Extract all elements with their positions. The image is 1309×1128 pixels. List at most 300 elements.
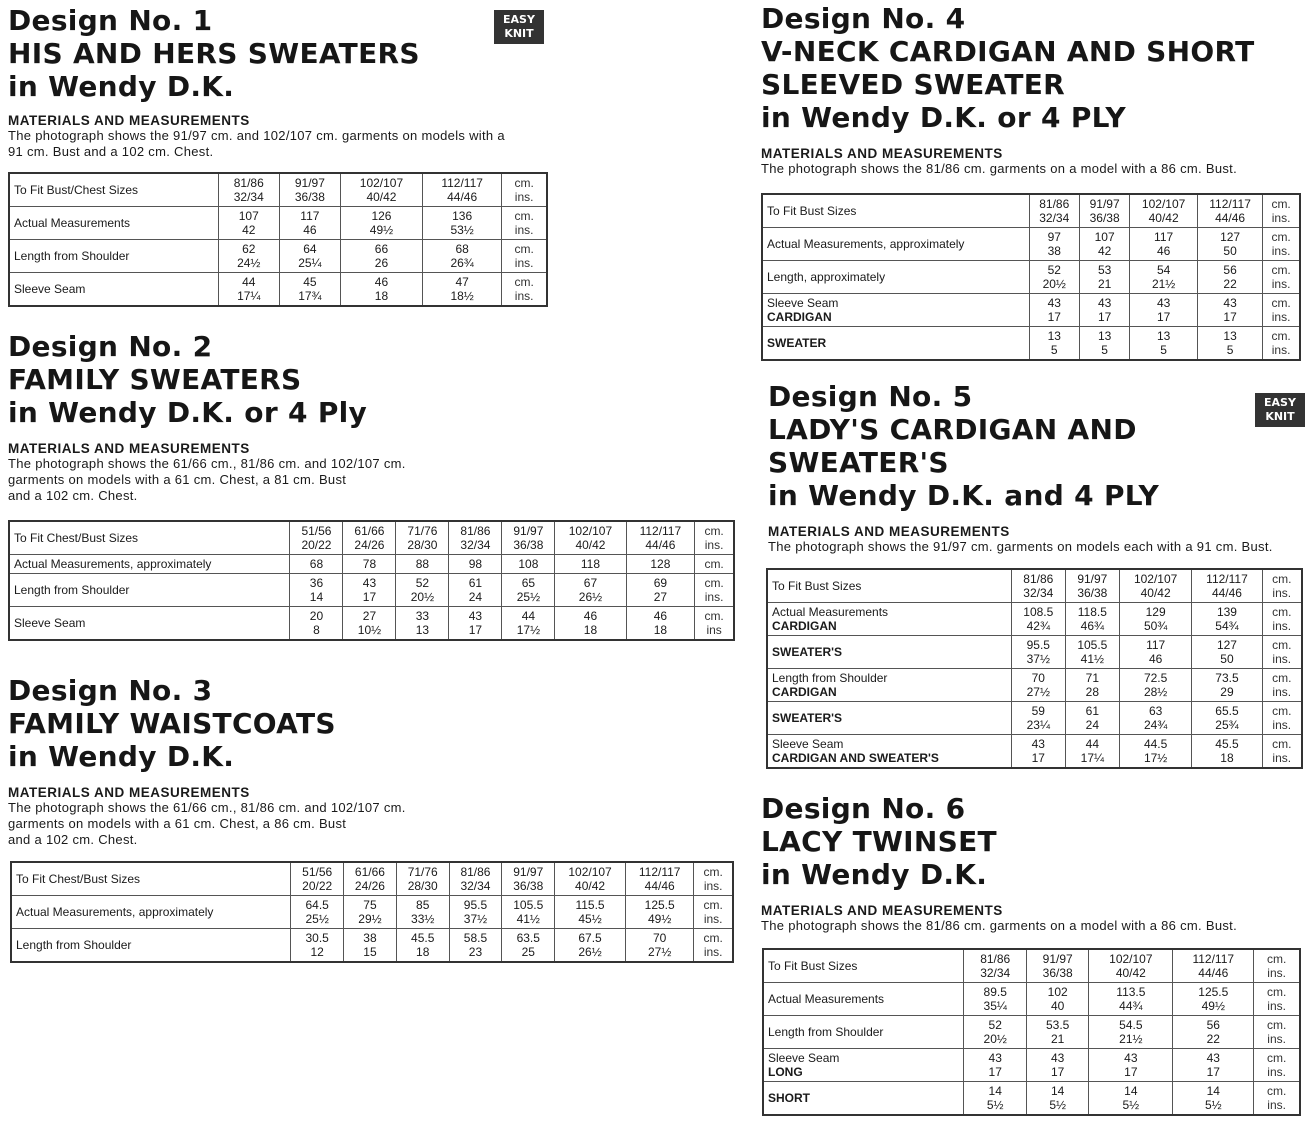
unit-label: ins.	[704, 590, 724, 604]
measurement-cell	[1173, 1082, 1254, 1116]
measurement-value: 45	[303, 275, 317, 289]
design-title	[8, 4, 553, 103]
measurement-cell	[1079, 294, 1129, 327]
measurement-value: 14	[988, 1084, 1002, 1098]
table-row	[763, 1049, 1300, 1082]
row-label	[9, 273, 218, 307]
materials-heading: MATERIALS AND MEASUREMENTS	[8, 113, 250, 128]
table-row	[762, 261, 1300, 294]
size-header	[396, 862, 449, 896]
size-header	[1119, 569, 1192, 603]
measurement-value: 75	[363, 898, 377, 912]
size-header	[964, 949, 1026, 983]
size-value: 24/26	[354, 538, 385, 552]
design-title	[761, 2, 1306, 134]
size-value: 81/86	[233, 176, 264, 190]
unit-cell	[1254, 983, 1300, 1016]
size-value: 112/117	[441, 176, 483, 190]
measurement-cell	[1026, 983, 1088, 1016]
row-label-text: Length from Shoulder	[14, 583, 130, 597]
design-name: LADY'S CARDIGAN AND	[768, 413, 1137, 446]
measurement-value: 52	[988, 1018, 1002, 1032]
measurement-value: 58.5	[463, 931, 488, 945]
description-line: garments on models with a 61 cm. Chest, a 86 cm. Bust	[8, 816, 347, 831]
unit-label: ins	[706, 623, 722, 637]
measurement-value: 54	[1156, 263, 1171, 277]
measurement-value: 68	[455, 242, 469, 256]
measurement-cell	[279, 207, 340, 240]
row-sublabel: SWEATER	[767, 336, 827, 350]
unit-cell	[1254, 1049, 1300, 1082]
size-value: 40/42	[575, 879, 606, 893]
measurement-value: 15	[363, 945, 377, 959]
measurement-cell	[1029, 261, 1079, 294]
measurement-value: 70	[1031, 671, 1045, 685]
size-value: 36/38	[1077, 586, 1108, 600]
measurement-value: 17	[362, 590, 377, 604]
size-header	[1079, 194, 1129, 228]
unit-header	[695, 521, 734, 555]
row-label-text: Actual Measurements, approximately	[14, 557, 212, 571]
measurements-table	[762, 948, 1301, 1116]
measurement-value: 18	[1220, 751, 1234, 765]
size-header	[625, 862, 693, 896]
measurement-value: 17	[1097, 310, 1112, 324]
measurement-cell	[343, 607, 396, 641]
measurement-value: 28	[1085, 685, 1100, 699]
size-value: 112/117	[1209, 197, 1251, 211]
measurement-cell	[555, 555, 626, 574]
measurement-cell	[396, 929, 449, 963]
size-header	[1029, 194, 1079, 228]
measurement-cell	[1065, 735, 1119, 769]
measurement-value: 36	[309, 576, 324, 590]
unit-label: cm.	[704, 557, 724, 571]
unit-label: cm.	[1266, 1084, 1287, 1098]
description-line: and a 102 cm. Chest.	[8, 832, 138, 847]
header-label: To Fit Bust/Chest Sizes	[9, 173, 218, 207]
materials-heading: MATERIALS AND MEASUREMENTS	[761, 146, 1003, 161]
measurement-value: 43	[1223, 296, 1237, 310]
measurement-value: 24	[468, 590, 483, 604]
row-label-text: Sleeve Seam	[767, 296, 839, 310]
measurement-value: 89.5	[983, 985, 1007, 999]
measurement-value: 53.5	[1046, 1018, 1070, 1032]
row-label	[763, 1082, 964, 1116]
measurement-value: 29½	[358, 912, 382, 926]
measurement-value: 27	[653, 590, 668, 604]
measurement-cell	[1011, 735, 1065, 769]
unit-label: cm.	[1272, 737, 1292, 751]
unit-label: cm.	[1272, 572, 1292, 586]
measurement-cell	[1029, 228, 1079, 261]
measurement-value: 43	[468, 609, 483, 623]
row-label-text: Actual Measurements	[14, 216, 131, 230]
measurement-value: 17¼	[1080, 751, 1105, 765]
measurement-cell	[1065, 603, 1119, 636]
measurement-cell	[344, 929, 397, 963]
measurement-value: 43	[362, 576, 377, 590]
row-label-text: Actual Measurements, approximately	[16, 905, 214, 919]
unit-cell	[695, 574, 734, 607]
row-label-text: Length from Shoulder	[14, 249, 130, 263]
unit-label: cm.	[1272, 638, 1292, 652]
size-value: 40/42	[366, 190, 397, 204]
measurements-table	[761, 193, 1301, 361]
row-label	[762, 294, 1029, 327]
measurement-cell	[218, 273, 279, 307]
measurement-value: 125.5	[1198, 985, 1229, 999]
measurement-value: 27½	[648, 945, 672, 959]
measurement-cell	[626, 607, 695, 641]
size-header	[502, 862, 555, 896]
description-line: 91 cm. Bust and a 102 cm. Chest.	[8, 144, 214, 159]
measurement-value: 17	[1206, 1065, 1220, 1079]
unit-label: cm.	[1266, 952, 1287, 966]
measurement-value: 95.5	[1026, 638, 1050, 652]
measurement-value: 43	[1206, 1051, 1220, 1065]
measurement-value: 69	[653, 576, 668, 590]
unit-label: ins.	[514, 256, 534, 270]
row-sublabel: SWEATER'S	[772, 645, 842, 659]
description-line: garments on models with a 61 cm. Chest, a 81 cm. Bust	[8, 472, 347, 487]
design-title	[768, 380, 1303, 512]
measurement-cell	[1192, 669, 1262, 702]
measurement-value: 22	[1206, 1032, 1220, 1046]
size-value: 51/56	[302, 865, 333, 879]
unit-header	[694, 862, 733, 896]
measurement-value: 44¾	[1119, 999, 1143, 1013]
unit-label: ins.	[514, 190, 534, 204]
description-line: The photograph shows the 81/86 cm. garments on a model with a 86 cm. Bust.	[761, 161, 1237, 176]
measurement-value: 12	[310, 945, 324, 959]
table-row	[767, 603, 1302, 636]
unit-cell	[502, 240, 547, 273]
measurement-value: 139	[1216, 605, 1237, 619]
size-value: 91/97	[1042, 952, 1073, 966]
table-row	[763, 983, 1300, 1016]
size-value: 91/97	[294, 176, 325, 190]
measurement-cell	[340, 240, 422, 273]
measurement-value: 43	[1097, 296, 1112, 310]
size-header	[423, 173, 502, 207]
size-header	[1089, 949, 1173, 983]
measurement-value: 26½	[578, 945, 602, 959]
description-line: The photograph shows the 61/66 cm., 81/86 cm. and 102/107 cm.	[8, 456, 406, 471]
measurement-value: 68	[309, 557, 324, 571]
row-label	[762, 228, 1029, 261]
measurement-cell	[1197, 294, 1262, 327]
unit-label: cm.	[704, 576, 724, 590]
measurement-value: 118.5	[1077, 605, 1107, 619]
measurement-value: 26	[374, 256, 389, 270]
description	[761, 161, 1306, 177]
measurement-value: 105.5	[513, 898, 544, 912]
measurement-value: 46	[1156, 244, 1171, 258]
size-header	[449, 521, 502, 555]
measurement-value: 43	[988, 1051, 1002, 1065]
table-row	[767, 735, 1302, 769]
measurement-value: 25½	[305, 912, 329, 926]
table-row	[11, 896, 733, 929]
size-value: 32/34	[1039, 211, 1070, 225]
measurements-table	[8, 172, 548, 307]
design-yarn: in Wendy D.K. and 4 PLY	[768, 479, 1160, 512]
unit-label: cm.	[514, 275, 534, 289]
measurement-value: 61	[468, 576, 483, 590]
row-label-text: Sleeve Seam	[768, 1051, 840, 1065]
measurement-cell	[1119, 669, 1192, 702]
measurement-value: 21½	[1151, 277, 1176, 291]
measurement-cell	[396, 896, 449, 929]
size-value: 28/30	[407, 538, 438, 552]
unit-label: cm.	[703, 865, 723, 879]
size-value: 36/38	[1089, 211, 1120, 225]
size-value: 112/117	[1192, 952, 1235, 966]
measurement-cell	[1011, 702, 1065, 735]
measurement-value: 45.5	[411, 931, 435, 945]
measurement-cell	[964, 1082, 1026, 1116]
measurement-value: 127	[1220, 230, 1241, 244]
table-row	[9, 207, 547, 240]
size-value: 112/117	[1206, 572, 1248, 586]
size-value: 44/46	[1198, 966, 1229, 980]
measurement-cell	[218, 207, 279, 240]
unit-header	[1263, 194, 1300, 228]
unit-label: ins.	[1272, 619, 1292, 633]
measurement-value: 45.5	[1215, 737, 1239, 751]
measurement-cell	[340, 207, 422, 240]
row-label-text: Actual Measurements	[772, 605, 889, 619]
design-5-section	[768, 380, 1303, 555]
unit-label: cm.	[1272, 605, 1292, 619]
design-number: Design No. 2	[8, 330, 213, 363]
measurement-cell	[555, 574, 626, 607]
measurement-value: 17	[1047, 310, 1061, 324]
unit-label: cm.	[1272, 671, 1292, 685]
measurement-value: 37½	[1026, 652, 1050, 666]
unit-cell	[695, 607, 734, 641]
measurement-cell	[396, 574, 449, 607]
size-value: 32/34	[1023, 586, 1054, 600]
size-value: 36/38	[513, 538, 544, 552]
unit-label: ins.	[1267, 1032, 1286, 1046]
badge-line: EASY	[503, 13, 535, 26]
design-number: Design No. 6	[761, 792, 966, 825]
unit-cell	[1262, 636, 1302, 669]
size-header	[218, 173, 279, 207]
row-label	[9, 207, 218, 240]
measurement-cell	[1065, 669, 1119, 702]
measurement-value: 59	[1031, 704, 1045, 718]
design-yarn: in Wendy D.K. or 4 Ply	[8, 396, 368, 429]
measurement-value: 25¼	[298, 256, 322, 270]
size-value: 91/97	[1089, 197, 1120, 211]
size-header	[626, 521, 695, 555]
design-1-section	[8, 4, 553, 160]
measurement-value: 35¼	[983, 999, 1007, 1013]
size-header	[555, 521, 626, 555]
unit-cell	[1263, 228, 1300, 261]
table-row	[11, 929, 733, 963]
measurement-cell	[290, 555, 343, 574]
unit-label: cm.	[1266, 1051, 1287, 1065]
measurement-value: 17¼	[237, 289, 261, 303]
measurement-value: 43	[1031, 737, 1045, 751]
unit-label: ins.	[1271, 310, 1291, 324]
size-header	[290, 521, 343, 555]
row-sublabel: SHORT	[768, 1091, 810, 1105]
table-header-row	[9, 173, 547, 207]
badge-line: KNIT	[504, 27, 534, 40]
measurement-cell	[1119, 636, 1192, 669]
materials-heading: MATERIALS AND MEASUREMENTS	[8, 785, 250, 800]
measurement-value: 27½	[1026, 685, 1050, 699]
measurement-value: 97	[1047, 230, 1061, 244]
measurement-value: 17	[1223, 310, 1237, 324]
design-3-section	[8, 674, 528, 848]
measurement-value: 46	[374, 275, 389, 289]
row-sublabel: CARDIGAN AND SWEATER'S	[772, 751, 939, 765]
measurement-value: 127	[1216, 638, 1237, 652]
row-label-text: Actual Measurements	[768, 992, 885, 1006]
measurement-value: 24	[1085, 718, 1100, 732]
measurement-cell	[1029, 294, 1079, 327]
measurement-value: 43	[1051, 1051, 1065, 1065]
design-name: LACY TWINSET	[761, 825, 997, 858]
measurement-cell	[502, 896, 555, 929]
measurement-value: 17½	[1143, 751, 1168, 765]
measurement-value: 65.5	[1215, 704, 1239, 718]
measurement-value: 118	[580, 557, 601, 571]
measurement-value: 21	[1097, 277, 1112, 291]
unit-label: ins.	[1272, 652, 1292, 666]
unit-cell	[1262, 669, 1302, 702]
measurement-cell	[1029, 327, 1079, 361]
table-row	[767, 636, 1302, 669]
measurement-cell	[291, 896, 344, 929]
header-label: To Fit Bust Sizes	[762, 194, 1029, 228]
measurement-value: 43	[1156, 296, 1171, 310]
measurement-value: 17	[988, 1065, 1002, 1079]
measurement-cell	[964, 983, 1026, 1016]
measurement-cell	[449, 607, 502, 641]
design-4-section	[761, 2, 1306, 177]
size-header	[340, 173, 422, 207]
description-line: The photograph shows the 81/86 cm. garments on a model with a 86 cm. Bust.	[761, 918, 1237, 933]
measurement-value: 42¾	[1026, 619, 1050, 633]
measurement-value: 26¾	[450, 256, 474, 270]
measurement-value: 22	[1223, 277, 1237, 291]
row-label	[9, 607, 290, 641]
unit-label: cm.	[1271, 263, 1291, 277]
row-label	[9, 240, 218, 273]
measurement-value: 70	[653, 931, 667, 945]
measurement-cell	[1026, 1082, 1088, 1116]
measurement-value: 17	[1124, 1065, 1138, 1079]
row-label-text: Sleeve Seam	[14, 282, 86, 296]
size-value: 40/42	[1148, 211, 1179, 225]
unit-cell	[1254, 1016, 1300, 1049]
measurement-cell	[423, 207, 502, 240]
table-header-row	[9, 521, 734, 555]
measurement-value: 17	[1031, 751, 1045, 765]
measurement-value: 14	[1051, 1084, 1065, 1098]
size-header	[1065, 569, 1119, 603]
unit-label: ins.	[1267, 966, 1286, 980]
measurement-cell	[1089, 1049, 1173, 1082]
design-number: Design No. 3	[8, 674, 213, 707]
design-yarn: in Wendy D.K.	[8, 70, 235, 103]
size-value: 44/46	[644, 879, 675, 893]
measurement-cell	[1011, 636, 1065, 669]
size-header	[1173, 949, 1254, 983]
measurement-value: 41½	[516, 912, 540, 926]
measurement-value: 44	[521, 609, 536, 623]
measurement-cell	[502, 555, 555, 574]
measurements-table	[8, 520, 735, 641]
row-label	[767, 735, 1011, 769]
table-row	[763, 1082, 1300, 1116]
measurement-value: 54.5	[1119, 1018, 1143, 1032]
size-header	[291, 862, 344, 896]
size-header	[396, 521, 449, 555]
measurement-value: 27	[362, 609, 377, 623]
measurement-value: 20	[309, 609, 324, 623]
measurement-value: 107	[1094, 230, 1115, 244]
measurement-value: 21½	[1119, 1032, 1143, 1046]
unit-cell	[1254, 1082, 1300, 1116]
description	[768, 539, 1303, 555]
row-label	[767, 603, 1011, 636]
measurement-value: 10½	[357, 623, 382, 637]
measurement-value: 13	[1156, 329, 1171, 343]
measurement-value: 73.5	[1215, 671, 1239, 685]
unit-cell	[694, 896, 733, 929]
description	[761, 918, 1301, 934]
measurement-value: 63.5	[516, 931, 540, 945]
unit-header	[502, 173, 547, 207]
measurement-cell	[1197, 261, 1262, 294]
measurement-value: 20½	[410, 590, 435, 604]
unit-label: ins.	[703, 945, 723, 959]
table-row	[762, 294, 1300, 327]
measurement-cell	[1130, 327, 1198, 361]
measurement-value: 23¼	[1026, 718, 1050, 732]
measurement-value: 125.5	[644, 898, 675, 912]
measurement-cell	[291, 929, 344, 963]
design-6-section	[761, 792, 1301, 934]
size-header	[279, 173, 340, 207]
header-label: To Fit Chest/Bust Sizes	[11, 862, 291, 896]
header-label: To Fit Bust Sizes	[763, 949, 964, 983]
materials-heading: MATERIALS AND MEASUREMENTS	[8, 441, 250, 456]
measurement-cell	[1089, 1082, 1173, 1116]
measurement-value: 14	[1206, 1084, 1220, 1098]
measurement-value: 21	[1051, 1032, 1065, 1046]
measurement-cell	[555, 929, 626, 963]
unit-label: ins.	[1267, 1098, 1286, 1112]
size-value: 28/30	[407, 879, 438, 893]
measurement-value: 24½	[237, 256, 261, 270]
unit-cell	[502, 207, 547, 240]
size-value: 81/86	[1023, 572, 1054, 586]
size-value: 91/97	[513, 865, 544, 879]
row-label-text: Actual Measurements, approximately	[767, 237, 965, 251]
design-yarn: in Wendy D.K.	[761, 858, 988, 891]
measurement-cell	[449, 929, 502, 963]
row-label	[762, 327, 1029, 361]
